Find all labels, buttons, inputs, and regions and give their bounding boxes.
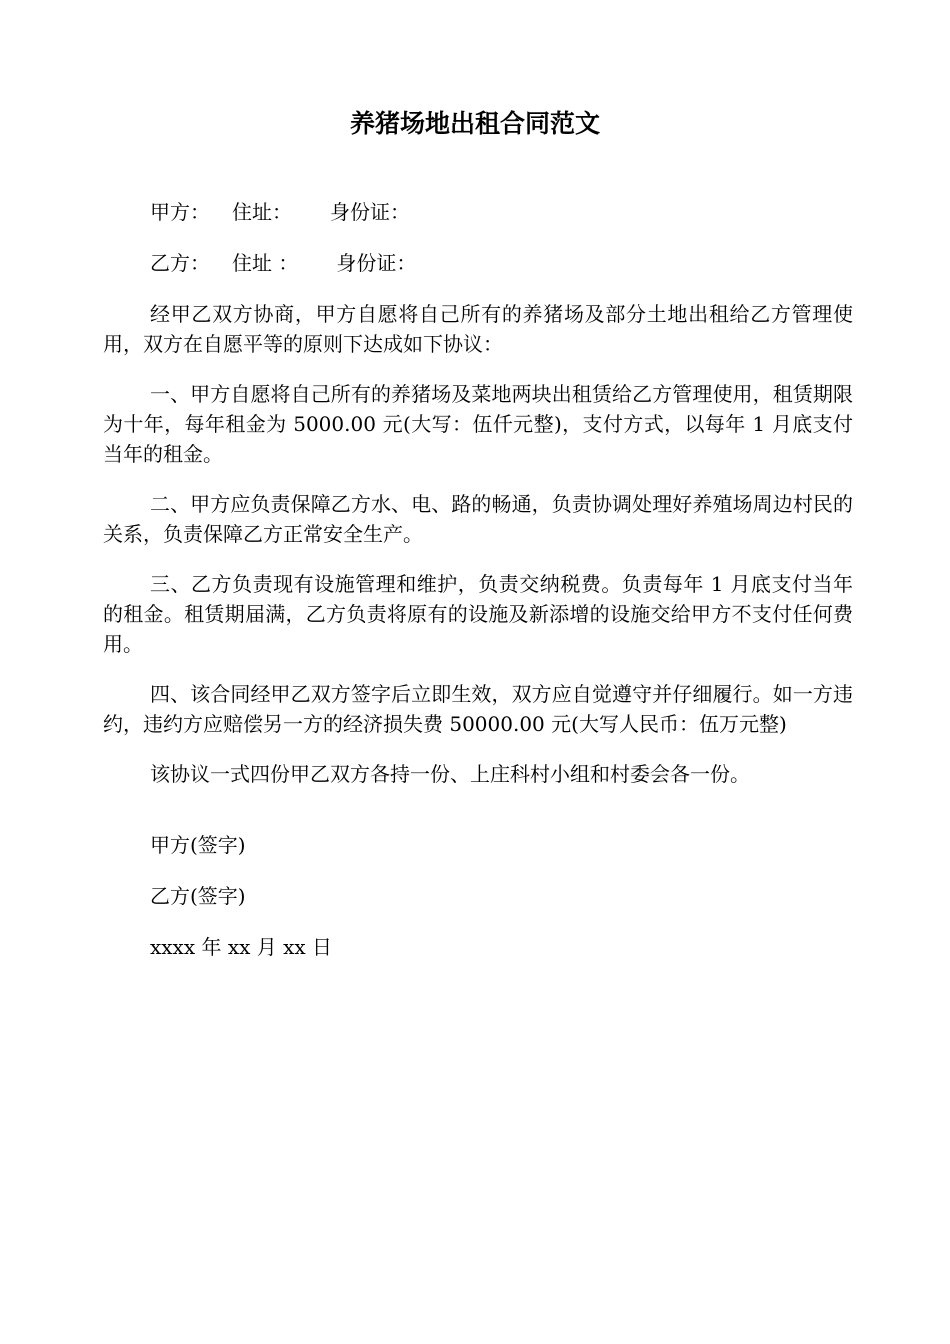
party-a-line <box>103 197 853 227</box>
document-body <box>103 197 853 962</box>
party-a-address: 住址： <box>232 200 292 224</box>
signature-party-a: 甲方(签字) <box>150 833 246 857</box>
clause-2: 二、甲方应负责保障乙方水、电、路的畅通，负责协调处理好养殖场周边村民的关系，负责保障乙方正常安全生产。 <box>103 492 853 546</box>
party-b-label: 乙方： <box>150 251 210 275</box>
clause-1: 一、甲方自愿将自己所有的养猪场及菜地两块出租赁给乙方管理使用，租赁期限为十年，每年租金为 5000.00 元(大写：伍仟元整)，支付方式，以每年 1 月底支付当年的租金。 <box>103 382 853 466</box>
signature-party-b: 乙方(签字) <box>150 884 246 908</box>
party-b-id: 身份证： <box>336 251 417 275</box>
copies-statement: 该协议一式四份甲乙双方各持一份、上庄科村小组和村委会各一份。 <box>150 762 750 786</box>
document-title: 养猪场地出租合同范文 <box>349 109 600 138</box>
clause-4: 四、该合同经甲乙双方签字后立即生效，双方应自觉遵守并仔细履行。如一方违约，违约方应赔偿另一方的经济损失费 50000.00 元(大写人民币：伍万元整) <box>103 682 853 736</box>
intro-paragraph: 经甲乙双方协商，甲方自愿将自己所有的养猪场及部分土地出租给乙方管理使用，双方在自愿平等的原则下达成如下协议： <box>103 302 853 356</box>
clause-3: 三、乙方负责现有设施管理和维护，负责交纳税费。负责每年 1 月底支付当年的租金。租赁期届满，乙方负责将原有的设施及新添增的设施交给甲方不支付任何费用。 <box>103 572 853 656</box>
signing-date: xxxx 年 xx 月 xx 日 <box>150 935 333 959</box>
party-a-label: 甲方： <box>150 200 210 224</box>
party-b-address: 住址 ： <box>232 251 299 275</box>
party-a-id: 身份证： <box>330 200 410 224</box>
party-b-line <box>103 248 853 278</box>
